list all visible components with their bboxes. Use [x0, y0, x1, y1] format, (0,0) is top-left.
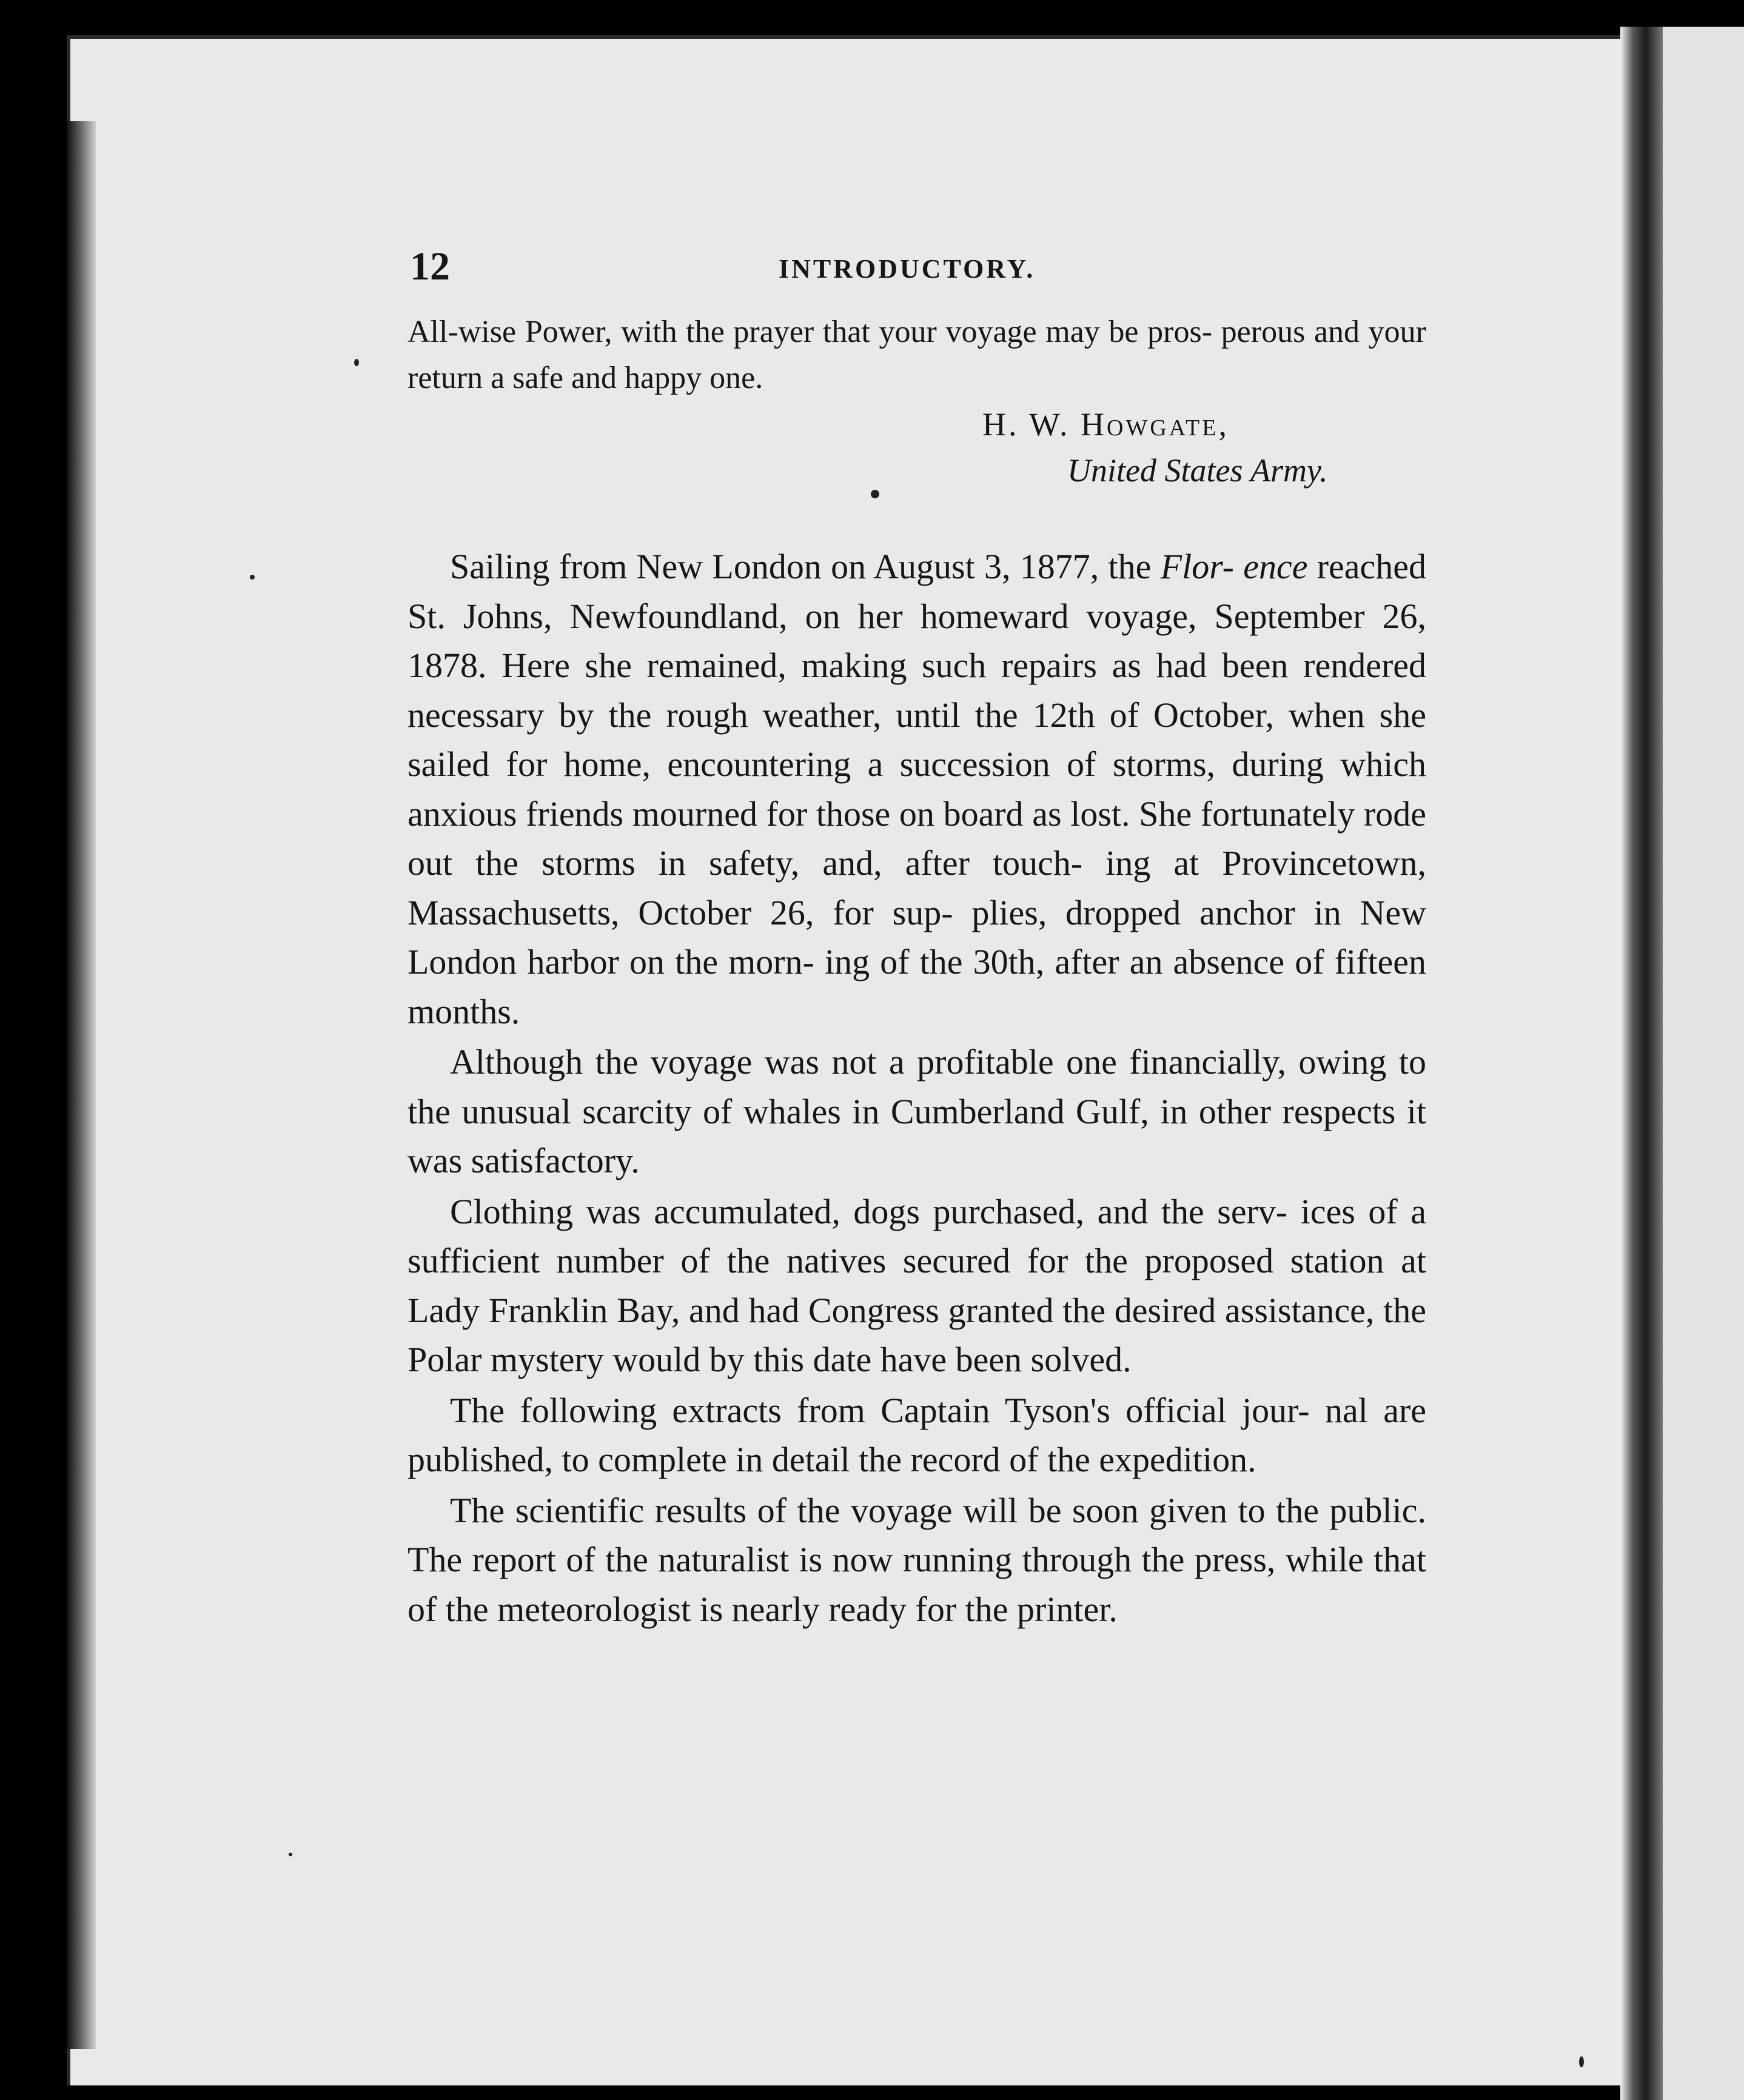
running-title: INTRODUCTORY.	[779, 254, 1036, 284]
facing-page-edge	[1663, 27, 1744, 2100]
page-edge-shadow	[67, 121, 96, 2049]
paragraph-scientific-results: The scientific results of the voyage will be soon given to the public. The report of the naturalist is now running through the press, while that of the meteorologist is nearly ready for the printer.	[407, 1490, 1426, 1629]
paragraph-voyage-start: Sailing from New London on August 3, 1877, the	[450, 547, 1161, 586]
paragraph-financial: Although the voyage was not a profitable one financially, owing to the unusual scarcity of whales in Cumberland Gulf, in other respects it was satisfactory.	[407, 1042, 1426, 1180]
scan-speck	[289, 1853, 292, 1856]
paragraph-preparations: Clothing was accumulated, dogs purchased, and the serv- ices of a sufficient number of the natives secured for the proposed station at Lady Franklin Bay, and had Congress granted the desired assistance, the Polar mystery would by this date have been solved.	[407, 1191, 1426, 1379]
signature-name	[982, 401, 1229, 447]
signature-surname: Howgate,	[1081, 406, 1229, 443]
running-head	[407, 236, 1426, 309]
page-text	[407, 236, 1426, 1634]
book-spine	[1620, 27, 1663, 2100]
letter-closing: All-wise Power, with the prayer that your voyage may be pros- perous and your return a safe and happy one.	[407, 315, 1426, 395]
scan-speck	[1579, 2056, 1584, 2067]
paragraph-voyage-rest: reached St. Johns, Newfoundland, on her homeward voyage, September 26, 1878. Here she remained, making such repairs as had been rendered necessary by the rough weather, until the 12th of October, when she sailed for home, encountering a succession of storms, during which anxious friends mourned for those on board as lost. She fortunately rode out the storms in safety, and, after touch- ing at Provincetown, Massachusetts, October 26, for sup- plies, dropped anchor in New London harbor on the morn- ing of the 30th, after an absence of fifteen months.	[407, 547, 1426, 1031]
signature-title: United States Army.	[1067, 452, 1328, 489]
scan-speck	[354, 359, 359, 366]
signature-initials: H. W.	[982, 406, 1070, 443]
vessel-name: Flor- ence	[1160, 547, 1308, 586]
paragraph-journal-extracts: The following extracts from Captain Tyson's official jour- nal are published, to complete in detail the record of the expedition.	[407, 1390, 1426, 1479]
letter-signature	[407, 401, 1426, 498]
paragraph-voyage-return	[407, 542, 1426, 1036]
scan-speck	[250, 575, 255, 580]
page-number: 12	[410, 244, 450, 289]
